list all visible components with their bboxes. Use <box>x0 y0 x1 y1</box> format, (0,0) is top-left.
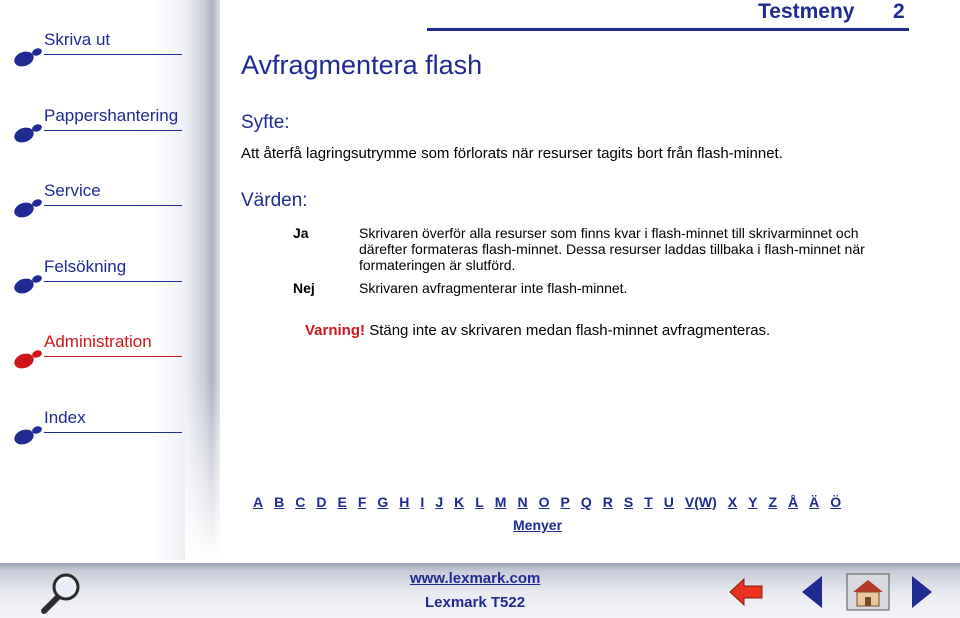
alphabet-link[interactable]: U <box>663 494 674 510</box>
home-icon[interactable] <box>845 572 891 612</box>
value-key: Nej <box>293 280 315 296</box>
bullet-icon <box>12 271 44 295</box>
sidebar-item-index[interactable] <box>10 408 182 448</box>
bullet-icon <box>12 422 44 446</box>
footer-model: Lexmark T522 <box>425 594 526 611</box>
page-title: Avfragmentera flash <box>241 50 483 80</box>
alphabet-link[interactable]: L <box>475 494 484 510</box>
divider <box>44 281 182 282</box>
sidebar-item-label[interactable]: Skriva ut <box>44 30 111 49</box>
alphabet-link[interactable]: J <box>435 494 444 510</box>
sidebar-item-label[interactable]: Felsökning <box>44 257 127 276</box>
value-row <box>293 280 893 296</box>
divider <box>44 54 182 55</box>
value-description: Skrivaren avfragmenterar inte flash-minnet. <box>359 280 628 296</box>
sidebar-item-pappershantering[interactable] <box>10 106 182 146</box>
alphabet-link[interactable]: H <box>399 494 410 510</box>
value-description: Skrivaren överför alla resurser som finns kvar i flash-minnet till skrivarminnet och därefter formateras flash-minnet. Dessa resurser laddas tillbaka i flash-minnet när formateringen är slutförd. <box>359 225 865 273</box>
alphabet-link[interactable]: Z <box>768 494 778 510</box>
warning-text: Stäng inte av skrivaren medan flash-minnet avfragmenteras. <box>369 322 771 339</box>
bullet-icon <box>12 195 44 219</box>
sidebar-item-label[interactable]: Administration <box>44 332 152 351</box>
alphabet-link[interactable]: C <box>295 494 306 510</box>
values-heading: Värden: <box>241 190 308 211</box>
alphabet-index <box>253 494 852 510</box>
header-title: Testmeny <box>758 0 855 23</box>
next-page-icon[interactable] <box>910 574 934 610</box>
alphabet-link[interactable]: Ö <box>830 494 842 510</box>
alphabet-link[interactable]: V(W) <box>684 494 717 510</box>
sidebar-item-administration[interactable] <box>10 332 182 372</box>
page-number: 2 <box>893 0 905 23</box>
warning-label: Varning! <box>305 322 366 339</box>
warning-note <box>305 322 770 339</box>
alphabet-link[interactable]: Q <box>580 494 592 510</box>
alphabet-link[interactable]: F <box>357 494 367 510</box>
alphabet-link[interactable]: E <box>337 494 347 510</box>
search-icon[interactable] <box>38 571 86 615</box>
footer-url[interactable]: www.lexmark.com <box>410 570 541 587</box>
alphabet-link[interactable]: A <box>253 494 264 510</box>
alphabet-link[interactable]: B <box>274 494 285 510</box>
sidebar-background-fade <box>185 0 225 560</box>
divider <box>44 205 182 206</box>
divider <box>44 130 182 131</box>
divider <box>44 356 182 357</box>
sidebar-item-label[interactable]: Index <box>44 408 86 427</box>
back-arrow-icon[interactable] <box>728 577 764 607</box>
alphabet-link[interactable]: Ä <box>809 494 820 510</box>
purpose-heading: Syfte: <box>241 112 290 133</box>
sidebar-item-skriva-ut[interactable] <box>10 30 182 70</box>
alphabet-link[interactable]: M <box>494 494 507 510</box>
sidebar-item-label[interactable]: Pappershantering <box>44 106 179 125</box>
alphabet-link[interactable]: K <box>454 494 465 510</box>
alphabet-link[interactable]: N <box>517 494 528 510</box>
alphabet-link[interactable]: T <box>644 494 653 510</box>
alphabet-link[interactable]: S <box>623 494 634 510</box>
sidebar-item-service[interactable] <box>10 181 182 221</box>
alphabet-link[interactable]: X <box>727 494 738 510</box>
sidebar-item-label[interactable]: Service <box>44 181 101 200</box>
alphabet-link[interactable]: G <box>377 494 389 510</box>
bullet-icon <box>12 44 44 68</box>
alphabet-link[interactable]: I <box>420 494 425 510</box>
purpose-text: Att återfå lagringsutrymme som förlorats när resurser tagits bort från flash-minnet. <box>241 145 783 162</box>
menus-link[interactable]: Menyer <box>513 517 563 533</box>
header-rule <box>427 28 909 31</box>
sidebar-item-felsokning[interactable] <box>10 257 182 297</box>
alphabet-link[interactable]: D <box>316 494 327 510</box>
alphabet-link[interactable]: Å <box>788 494 799 510</box>
alphabet-link[interactable]: P <box>560 494 570 510</box>
values-table <box>293 225 893 296</box>
value-row <box>293 225 893 273</box>
alphabet-link[interactable]: R <box>602 494 613 510</box>
alphabet-link[interactable]: Y <box>748 494 758 510</box>
bullet-icon <box>12 120 44 144</box>
bullet-icon-active <box>12 346 44 370</box>
divider <box>44 432 182 433</box>
previous-page-icon[interactable] <box>800 574 824 610</box>
alphabet-link[interactable]: O <box>538 494 550 510</box>
value-key: Ja <box>293 225 309 241</box>
